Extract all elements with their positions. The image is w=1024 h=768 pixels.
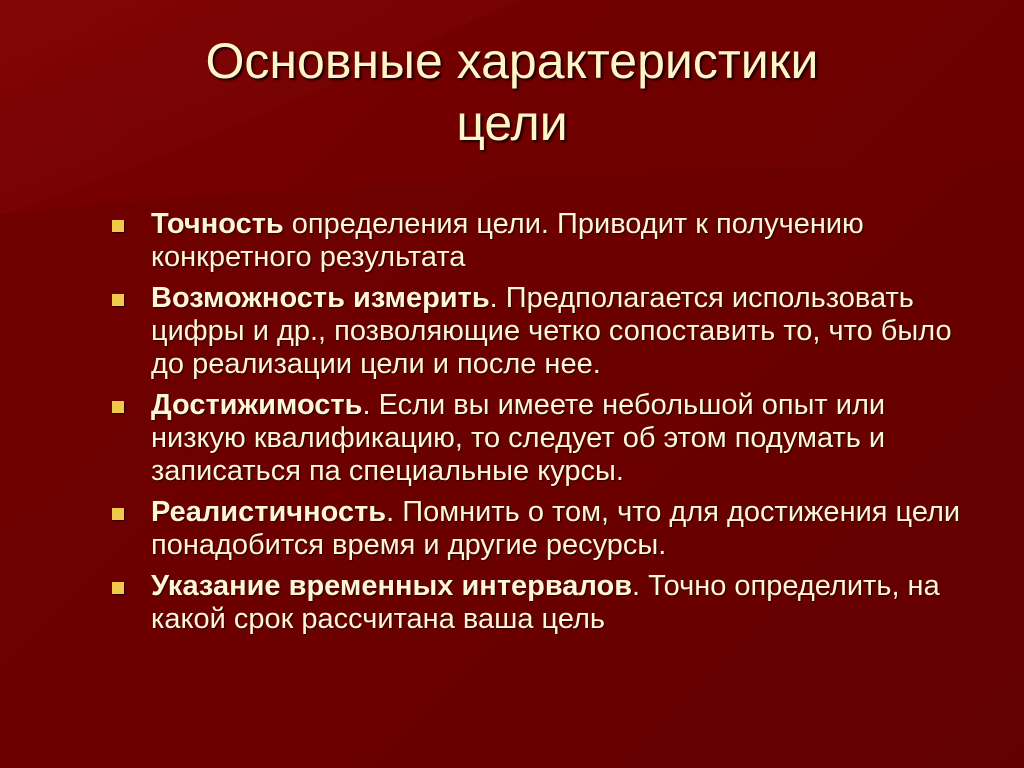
square-bullet-icon bbox=[112, 401, 124, 413]
bullet-item-achievability bbox=[112, 389, 972, 488]
bullet-item-time-intervals bbox=[112, 570, 972, 636]
bullet-text: . Предполагается использовать цифры и др., позволяющие четко сопоставить то, что было до реализации цели и после нее. bbox=[151, 282, 952, 380]
bullet-list bbox=[112, 208, 972, 644]
square-bullet-icon bbox=[112, 508, 124, 520]
square-bullet-icon bbox=[112, 220, 124, 232]
slide-title bbox=[60, 30, 964, 154]
bullet-text: . Если вы имеете небольшой опыт или низкую квалификацию, то следует об этом подумать и записаться па специальные курсы. bbox=[151, 389, 886, 487]
square-bullet-icon bbox=[112, 582, 124, 594]
bullet-text: . Помнить о том, что для достижения цели понадобится время и другие ресурсы. bbox=[151, 496, 961, 561]
bullet-term: Достижимость bbox=[151, 389, 363, 421]
bullet-text: определения цели. Приводит к получению конкретного результата bbox=[151, 208, 864, 273]
title-line-1: Основные характеристики bbox=[205, 33, 819, 89]
title-line-2: цели bbox=[456, 95, 568, 151]
square-bullet-icon bbox=[112, 294, 124, 306]
bullet-text: . Точно определить, на какой срок рассчитана ваша цель bbox=[151, 570, 940, 635]
bullet-item-realism bbox=[112, 496, 972, 562]
bullet-term: Точность bbox=[151, 208, 284, 240]
bullet-term: Указание временных интервалов bbox=[151, 570, 633, 602]
bullet-term: Возможность измерить bbox=[151, 282, 490, 314]
bullet-term: Реалистичность bbox=[151, 496, 387, 528]
bullet-item-measurability bbox=[112, 282, 972, 381]
bullet-item-accuracy bbox=[112, 208, 972, 274]
